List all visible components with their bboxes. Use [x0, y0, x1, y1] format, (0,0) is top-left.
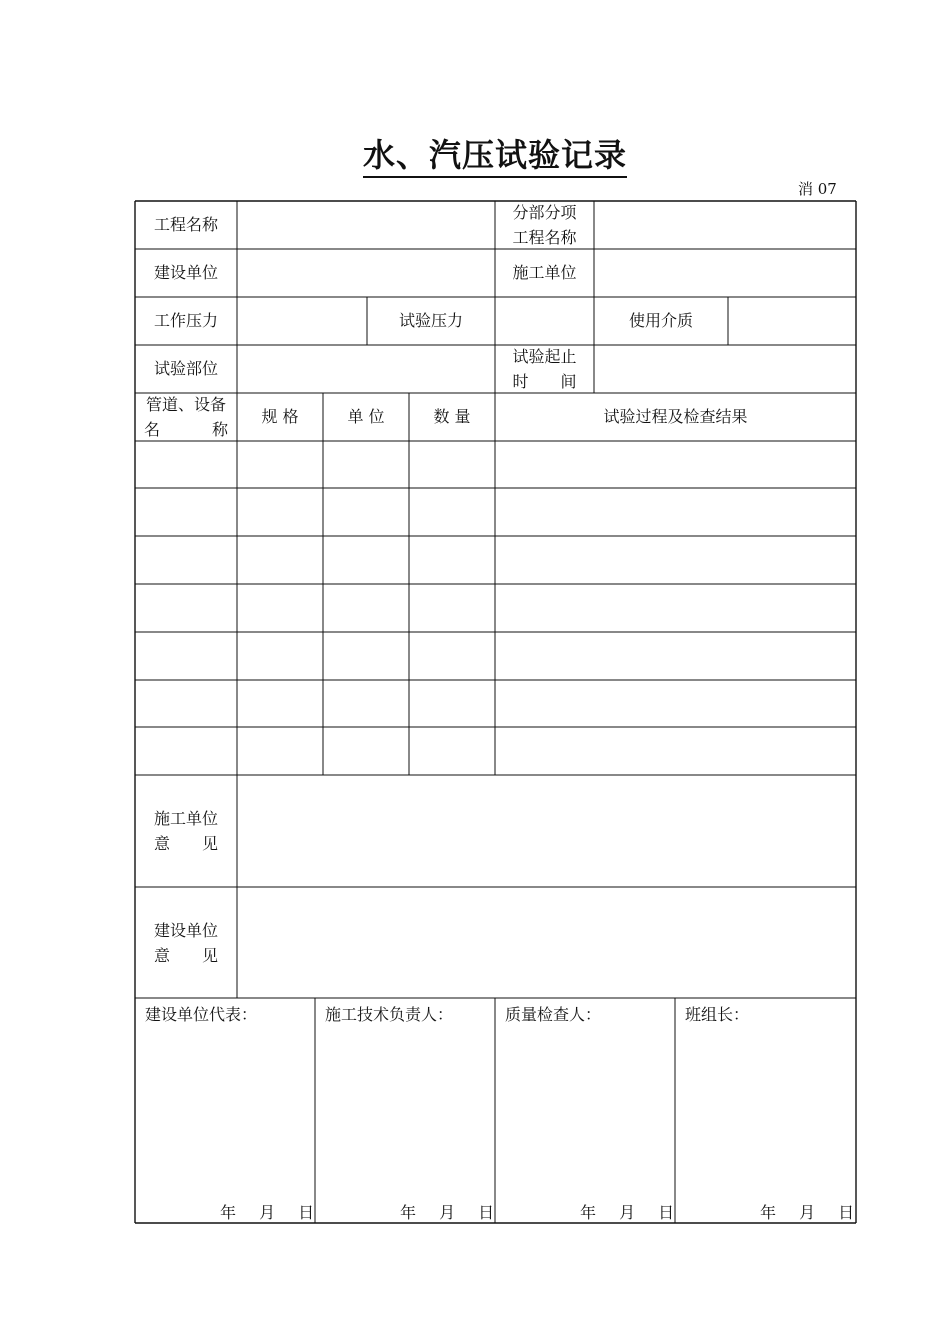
header-spec: 规 格 — [261, 407, 299, 426]
test-location-label: 试验部位 — [153, 359, 218, 378]
header-process-result: 试验过程及检查结果 — [603, 407, 748, 426]
header-equipment-name: 管道、设备 名 称 — [144, 395, 228, 439]
page-title: 水、汽压试验记录 — [0, 130, 950, 176]
form-code: 消 07 — [798, 180, 837, 198]
header-unit: 单 位 — [347, 407, 385, 426]
tech-lead-label: 施工技术负责人： — [325, 1005, 454, 1024]
tech-lead-date: 年 月 日 — [400, 1203, 495, 1222]
construction-opinion-label: 施工单位 意 见 — [153, 809, 218, 853]
test-pressure-label: 试验压力 — [398, 311, 463, 330]
quality-inspector-label: 质量检查人： — [505, 1005, 602, 1024]
team-leader-date: 年 月 日 — [760, 1203, 855, 1222]
quality-inspector-date: 年 月 日 — [580, 1203, 675, 1222]
sub-project-name-label: 分部分项 工程名称 — [512, 203, 577, 247]
owner-unit-label: 建设单位 — [153, 263, 218, 282]
medium-label: 使用介质 — [628, 311, 693, 330]
team-leader-label: 班组长： — [685, 1005, 750, 1024]
construction-unit-label: 施工单位 — [512, 263, 577, 282]
owner-rep-label: 建设单位代表： — [145, 1005, 258, 1024]
test-time-label: 试验起止 时 间 — [512, 347, 577, 391]
working-pressure-label: 工作压力 — [153, 311, 218, 330]
owner-opinion-label: 建设单位 意 见 — [153, 920, 218, 965]
owner-rep-date: 年 月 日 — [220, 1203, 315, 1222]
project-name-label: 工程名称 — [153, 215, 218, 234]
header-quantity: 数 量 — [433, 407, 471, 426]
